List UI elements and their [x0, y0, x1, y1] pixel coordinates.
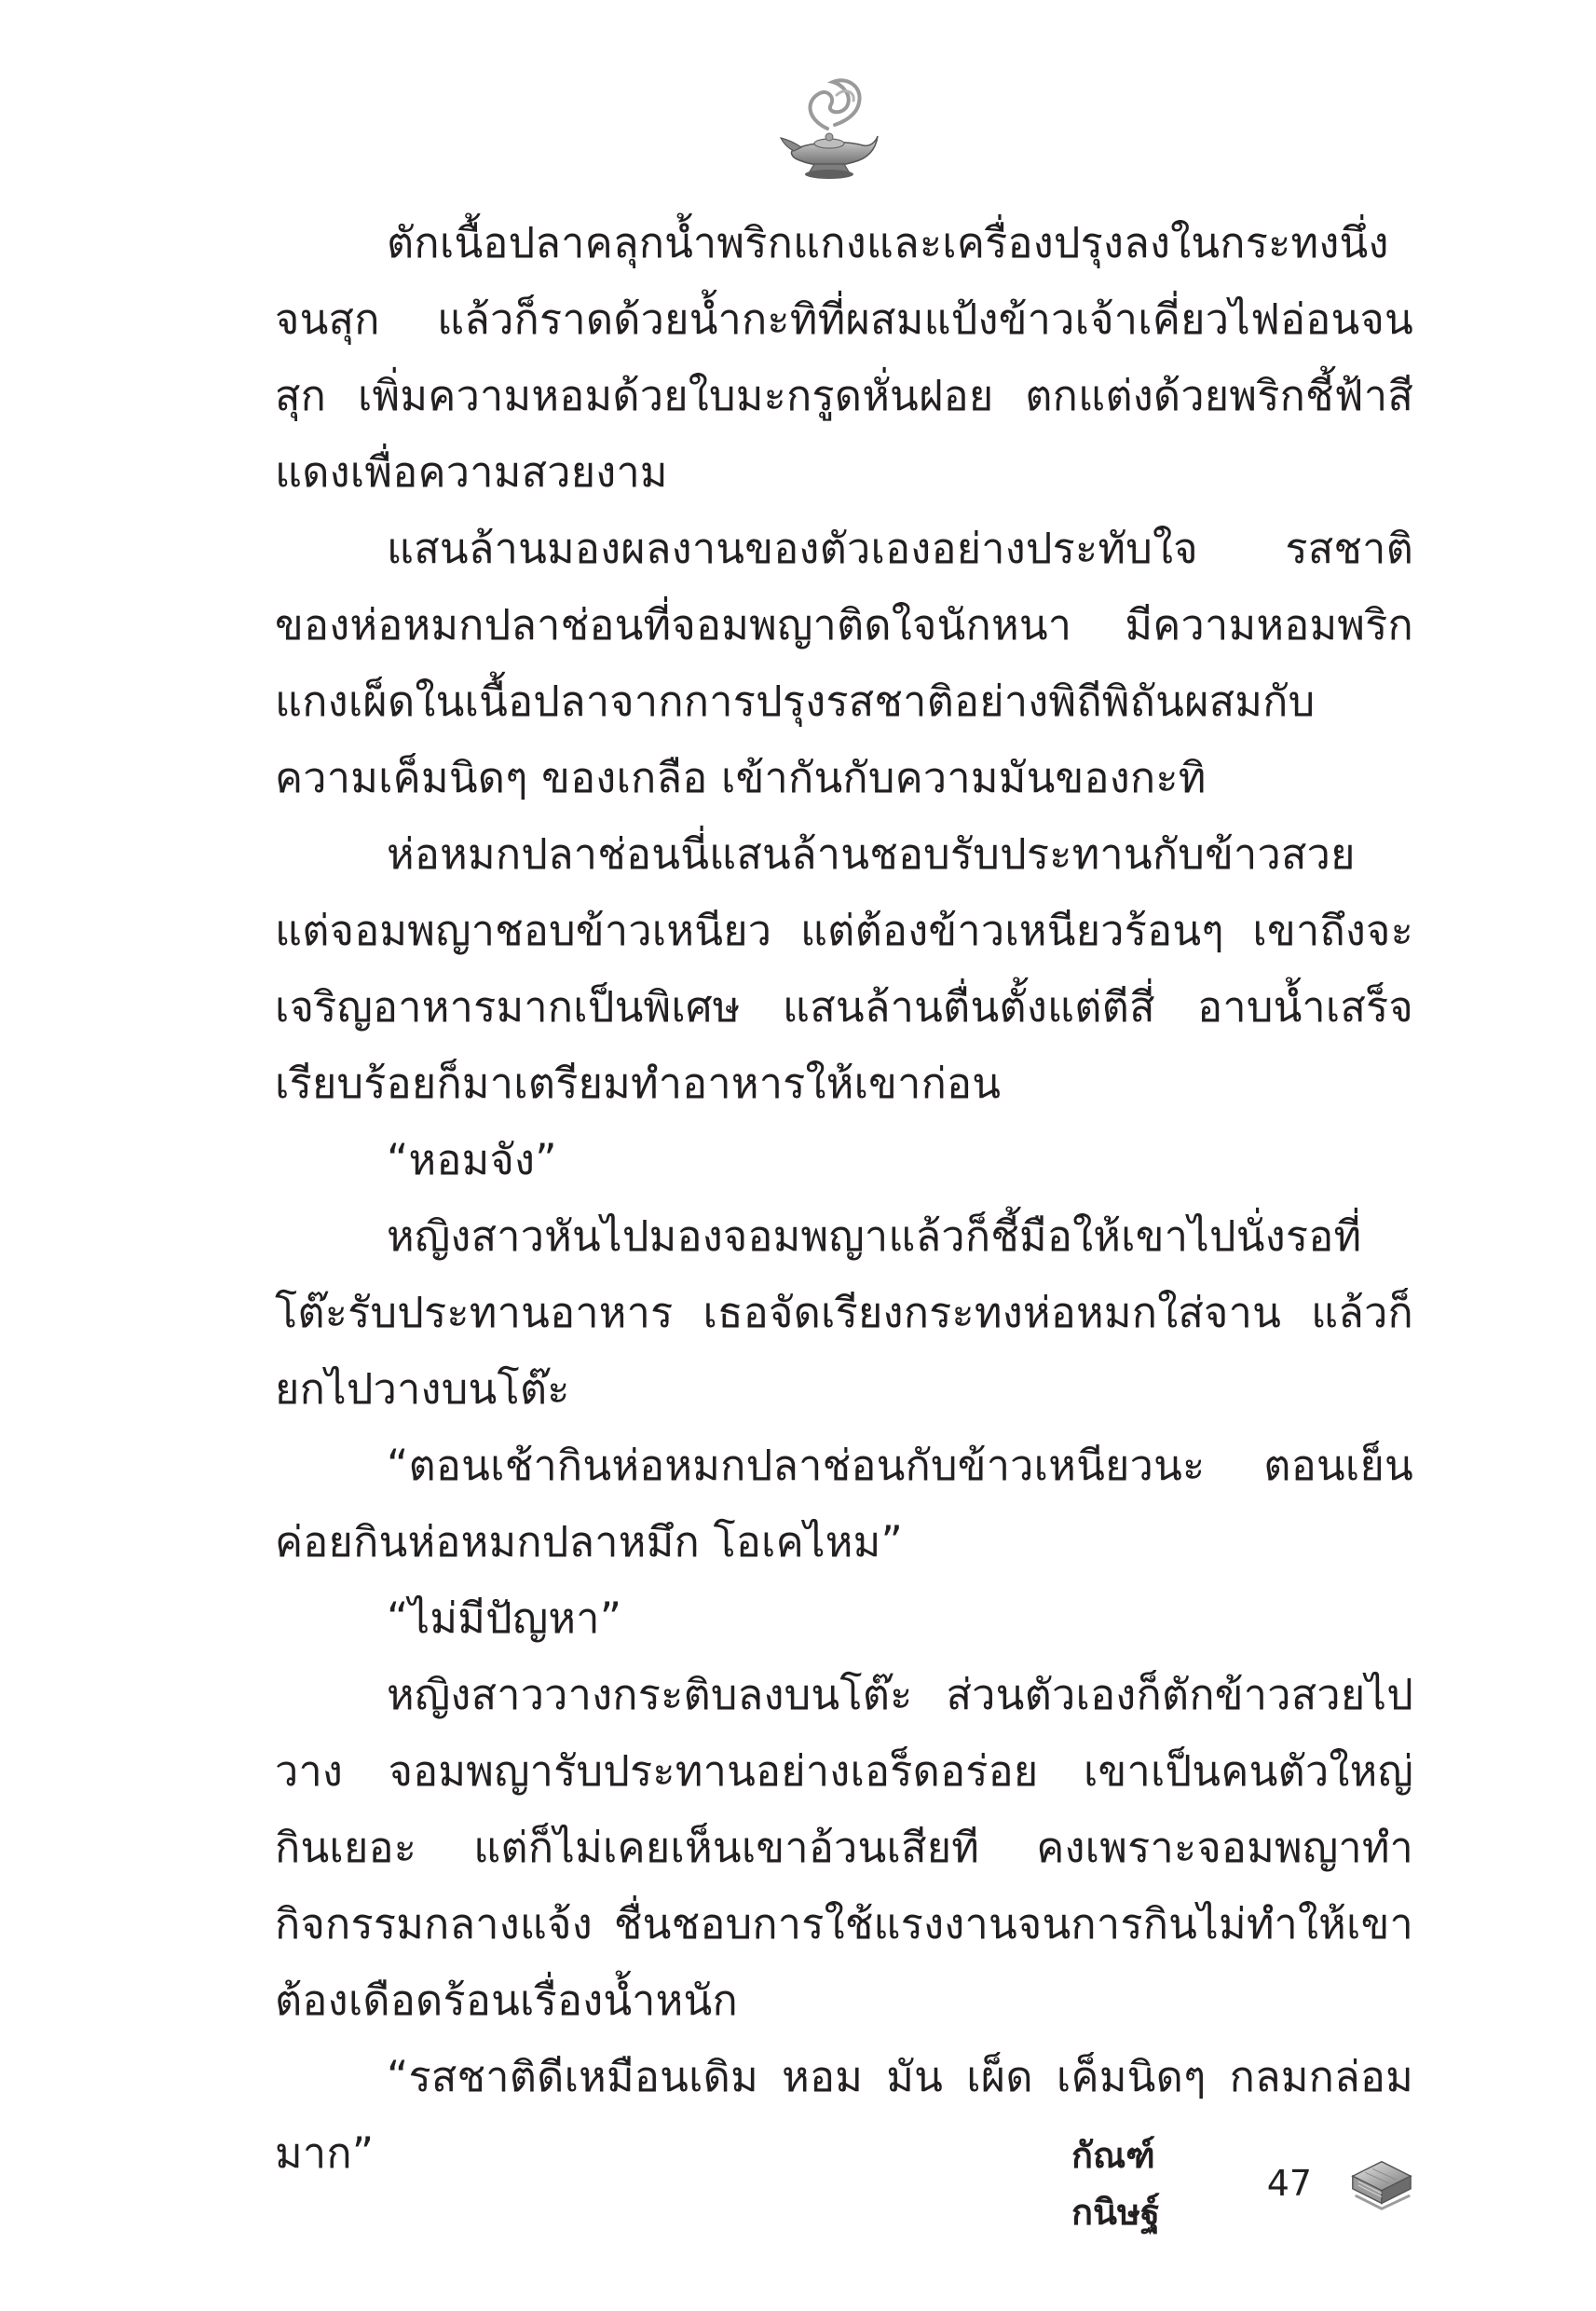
book-title: กัณฑ์กนิษฐ์	[1071, 2135, 1160, 2233]
body-text	[275, 205, 1413, 2192]
paragraph: หญิงสาวหันไปมองจอมพญาแล้วก็ชี้มือให้เขาไปนั่งรอที่โต๊ะรับประทานอาหาร เธอจัดเรียงกระทงห่อหมกใส่จาน แล้วก็ยกไปวางบนโต๊ะ	[275, 1211, 1413, 1414]
paragraph: ห่อหมกปลาช่อนนี่แสนล้านชอบรับประทานกับข้าวสวย แต่จอมพญาชอบข้าวเหนียว แต่ต้องข้าวเหนียวร้อนๆ เขาถึงจะเจริญอาหารมากเป็นพิเศษ แสนล้านตื่นตั้งแต่ตีสี่ อาบน้ำเสร็จเรียบร้อยก็มาเตรียมทำอาหารให้เขาก่อน	[275, 829, 1413, 1108]
book-icon	[1347, 2148, 1416, 2219]
paragraph: หญิงสาววางกระติบลงบนโต๊ะ ส่วนตัวเองก็ตักข้าวสวยไปวาง จอมพญารับประทานอย่างเอร็ดอร่อย เขาเป็นคนตัวใหญ่ กินเยอะ แต่ก็ไม่เคยเห็นเขาอ้วนเสียที คงเพราะจอมพญาทำกิจกรรมกลางแจ้ง ชื่นชอบการใช้แรงงานจนการกินไม่ทำให้เขาต้องเดือดร้อนเรื่องน้ำหนัก	[275, 1670, 1413, 2025]
page-footer	[1071, 2135, 1416, 2233]
page-number: 47	[1266, 2163, 1313, 2204]
dialogue-line: “รสชาติดีเหมือนเดิม หอม มัน เผ็ด เค็มนิดๆ กลมกล่อมมาก”	[275, 2052, 1413, 2178]
genie-lamp-icon	[779, 73, 881, 183]
dialogue-line: “ไม่มีปัญหา”	[387, 1593, 622, 1643]
dialogue-line: “ตอนเช้ากินห่อหมกปลาช่อนกับข้าวเหนียวนะ ตอนเย็นค่อยกินห่อหมกปลาหมึก โอเคไหม”	[275, 1441, 1413, 1566]
paragraph: ตักเนื้อปลาคลุกน้ำพริกแกงและเครื่องปรุงลงในกระทงนึ่งจนสุก แล้วก็ราดด้วยน้ำกะทิที่ผสมแป้งข้าวเจ้าเคี่ยวไฟอ่อนจนสุก เพิ่มความหอมด้วยใบมะกรูดหั่นฝอย ตกแต่งด้วยพริกชี้ฟ้าสีแดงเพื่อความสวยงาม	[275, 218, 1413, 497]
dialogue-line: “หอมจัง”	[387, 1135, 557, 1184]
paragraph: แสนล้านมองผลงานของตัวเองอย่างประทับใจ รสชาติของห่อหมกปลาช่อนที่จอมพญาติดใจนักหนา มีความหอมพริกแกงเผ็ดในเนื้อปลาจากการปรุงรสชาติอย่างพิถีพิถันผสมกับความเค็มนิดๆ ของเกลือ เข้ากันกับความมันของกะทิ	[275, 524, 1413, 802]
